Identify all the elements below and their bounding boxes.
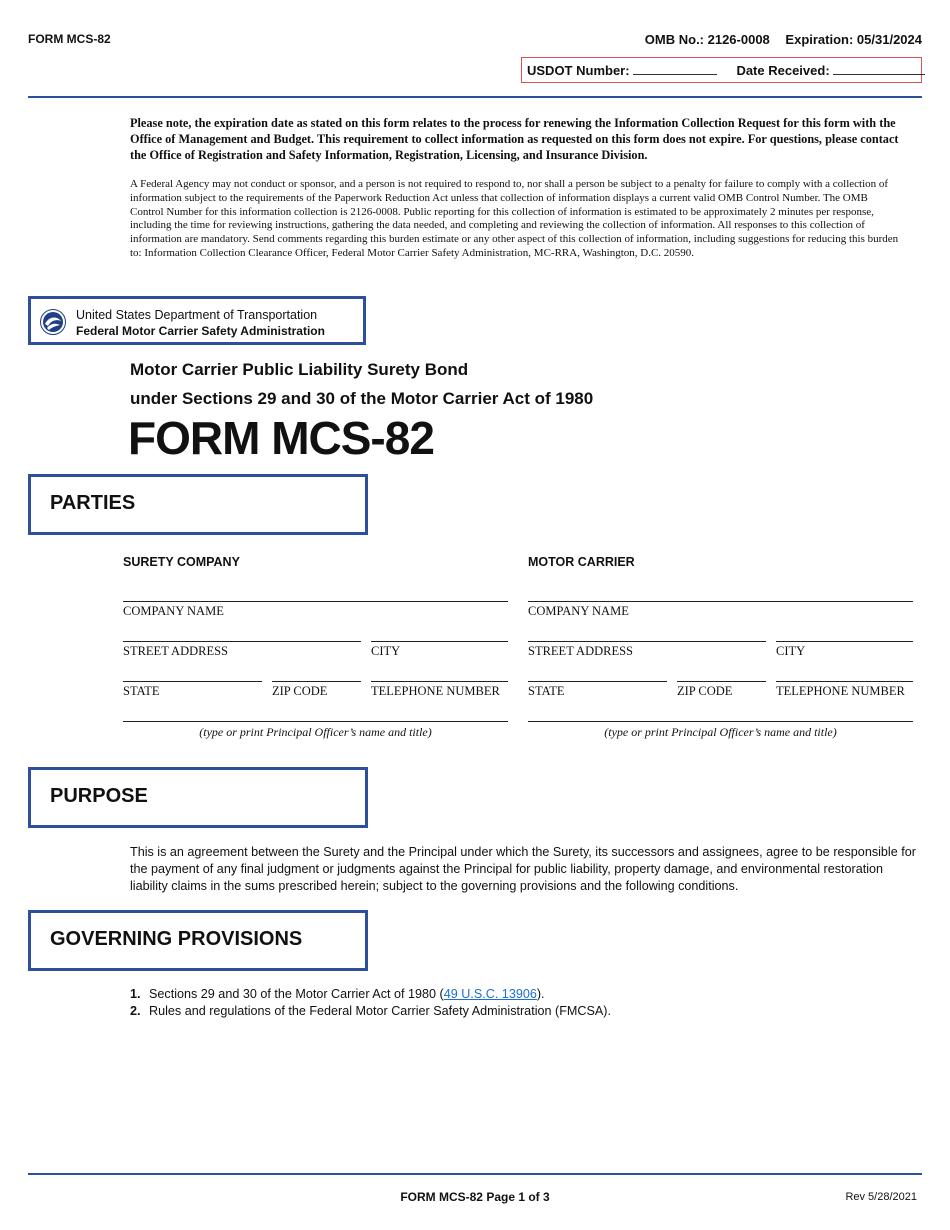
provision-text-end: ). [536,987,545,1001]
form-subtitle-line1: Motor Carrier Public Liability Surety Bond [130,360,469,379]
purpose-text: This is an agreement between the Surety and the Principal under which the Surety, its successors and assignees, agree to be responsible for the payment of any final judgment or judgments against the Principal for public liability, property damage, and environmental restoration liability claims in the sums prescribed herein; subject to the governing provisions and the following conditions. [130,845,916,893]
surety-zip-field[interactable] [272,681,361,682]
surety-officer-note: (type or print Principal Officer’s name and title) [199,725,432,739]
provision-number: 1. [130,987,141,1001]
surety-phone-label: TELEPHONE NUMBER [371,684,500,698]
surety-city-label: CITY [371,644,401,658]
expiration-date: Expiration: 05/31/2024 [785,32,922,47]
provision-number: 2. [130,1004,141,1018]
carrier-street-field[interactable] [528,641,766,642]
revision-date: Rev 5/28/2021 [845,1191,917,1203]
omb-info [645,32,922,47]
carrier-city-field[interactable] [776,641,913,642]
surety-company-name-field[interactable] [123,601,508,602]
omb-number: OMB No.: 2126-0008 [644,32,770,47]
provision-text: Rules and regulations of the Federal Motor Carrier Safety Administration (FMCSA). [149,1004,611,1018]
form-title: FORM MCS-82 [128,412,434,464]
carrier-phone-label: TELEPHONE NUMBER [776,684,905,698]
surety-company-name-label: COMPANY NAME [123,604,224,618]
agency-box [28,296,366,345]
carrier-company-name-field[interactable] [528,601,913,602]
carrier-state-label: STATE [528,684,565,698]
header-divider [28,96,922,98]
form-id-header: FORM MCS-82 [28,32,111,46]
form-subtitle-line2: under Sections 29 and 30 of the Motor Carrier Act of 1980 [130,389,594,408]
usc-13906-link[interactable]: 49 U.S.C. 13906 [443,987,537,1001]
dot-department-name: United States Department of Transportation [76,308,318,322]
purpose-heading: PURPOSE [50,785,148,807]
usdot-number-label: USDOT Number: [527,63,630,78]
footer-divider [28,1173,922,1175]
provision-item [130,987,545,1001]
surety-street-label: STREET ADDRESS [123,644,228,658]
dot-seal-icon [40,309,66,335]
carrier-zip-label: ZIP CODE [677,684,733,698]
purpose-section-header [28,767,368,828]
carrier-city-label: CITY [776,644,806,658]
carrier-zip-field[interactable] [677,681,766,682]
carrier-company-name-label: COMPANY NAME [528,604,629,618]
surety-street-field[interactable] [123,641,361,642]
parties-section-header [28,474,368,535]
date-received-label: Date Received: [736,63,830,78]
paperwork-reduction-notice: A Federal Agency may not conduct or sponsor, and a person is not required to respond to, nor shall a person be subject to a penalty for failure to comply with a collection of information subject to the requirements of the Paperwork Reduction Act unless that collection of information displays a current valid OMB Control Number. The OMB Control Number for this information collection is 2126-0008. Public reporting for this collection of information is estimated to be approximately 2 minutes per response, including the time for reviewing instructions, gathering the data needed, and completing and reviewing the collection of information. All responses to this collection of information are mandatory. Send comments regarding this burden estimate or any other aspect of this collection of information, including suggestions for reducing this burden to: Information Collection Clearance Officer, Federal Motor Carrier Safety Administration, MC-RRA, Washington, D.C. 20590. [130,178,899,259]
carrier-officer-field[interactable] [528,721,913,722]
carrier-street-label: STREET ADDRESS [528,644,633,658]
expiration-notice: Please note, the expiration date as stated on this form relates to the process for renewing the Information Collection Request for this form with the Office of Management and Budget. This requirement to collect information as requested on this form does not expire. For questions, please contact the Office of Registration and Safety Information, Registration, Licensing, and Insurance Division. [130,116,899,162]
surety-city-field[interactable] [371,641,508,642]
office-use-box [521,57,922,83]
surety-company-heading: SURETY COMPANY [123,555,240,569]
carrier-phone-field[interactable] [776,681,913,682]
surety-officer-field[interactable] [123,721,508,722]
provision-text: Sections 29 and 30 of the Motor Carrier Act of 1980 ( [149,987,444,1001]
surety-phone-field[interactable] [371,681,508,682]
parties-heading: PARTIES [50,492,136,514]
provision-item [130,1004,611,1018]
governing-provisions-section-header [28,910,368,971]
carrier-state-field[interactable] [528,681,667,682]
surety-zip-label: ZIP CODE [272,684,328,698]
page-indicator: FORM MCS-82 Page 1 of 3 [400,1190,550,1204]
motor-carrier-heading: MOTOR CARRIER [528,555,635,569]
fmcsa-name: Federal Motor Carrier Safety Administration [76,324,325,338]
carrier-officer-note: (type or print Principal Officer’s name and title) [604,725,837,739]
surety-state-label: STATE [123,684,160,698]
usdot-number-field[interactable] [633,63,717,75]
governing-provisions-heading: GOVERNING PROVISIONS [50,928,303,950]
date-received-field[interactable] [833,63,925,75]
surety-state-field[interactable] [123,681,262,682]
